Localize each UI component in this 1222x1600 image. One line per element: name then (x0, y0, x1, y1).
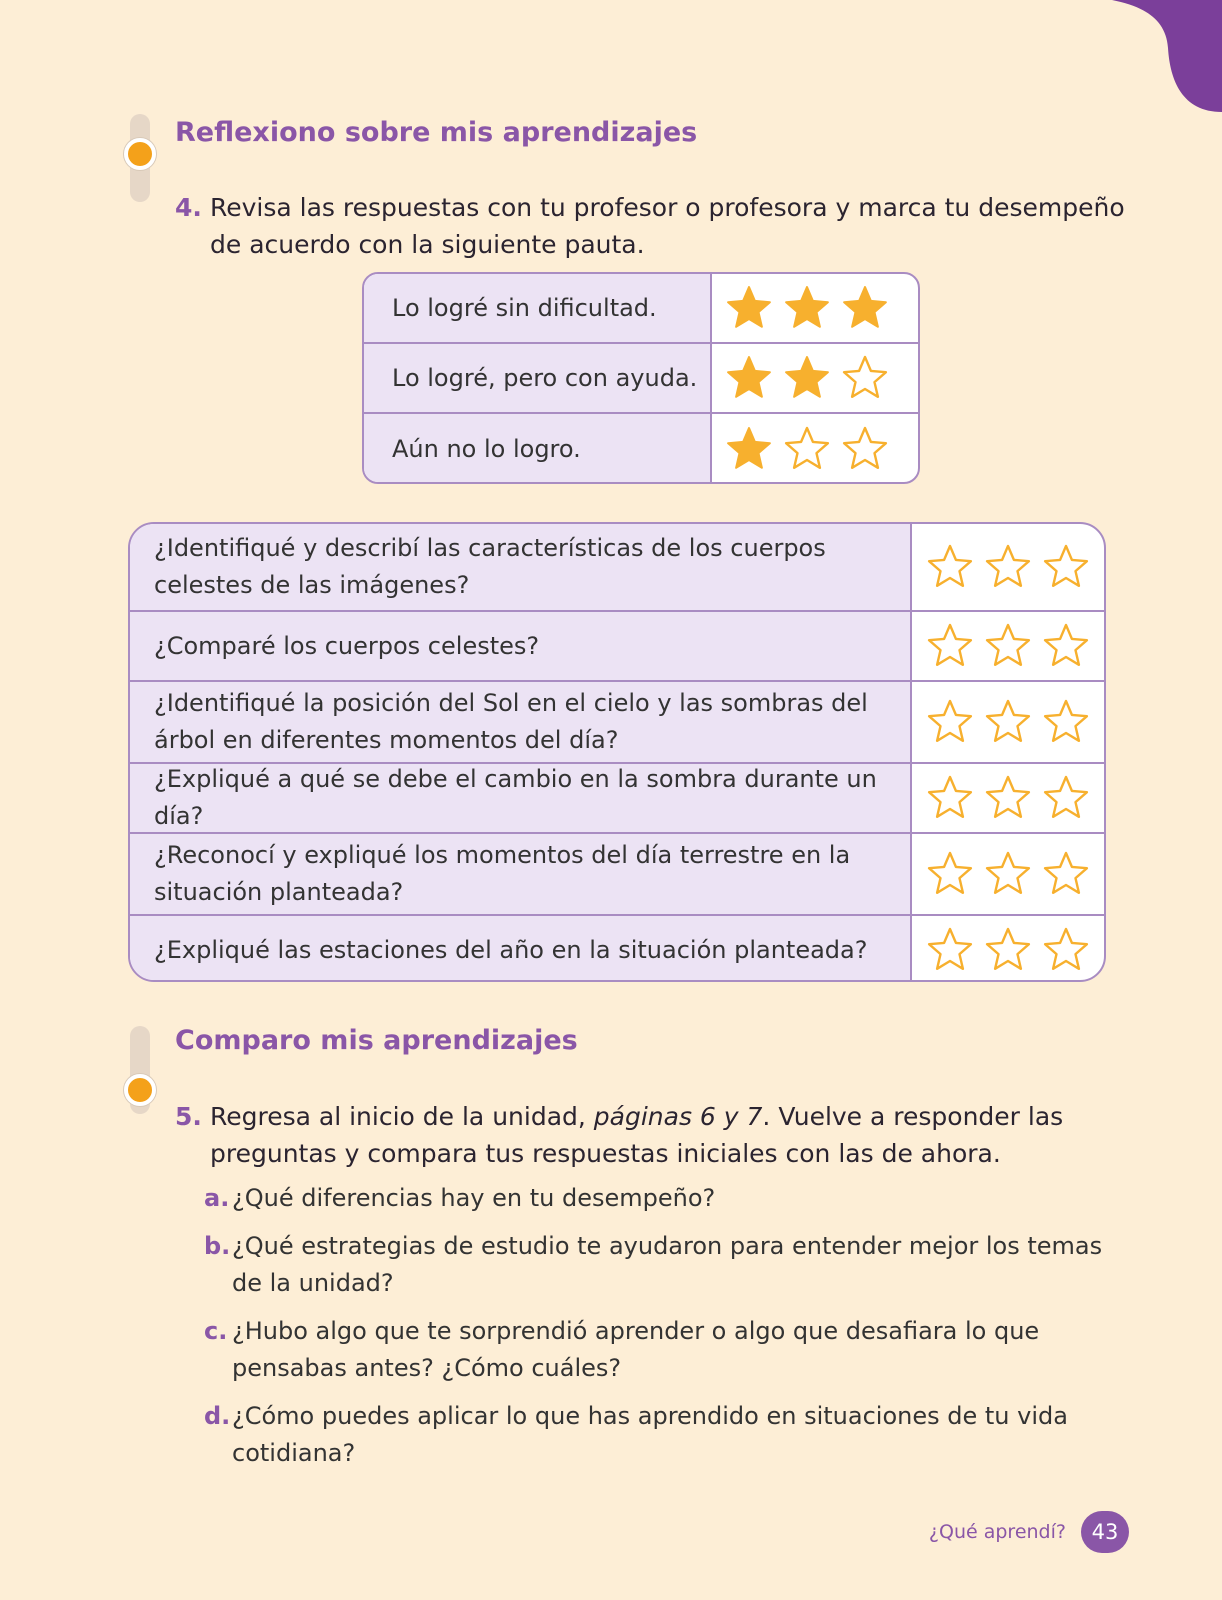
empty-star-icon[interactable] (925, 542, 975, 592)
assessment-question: ¿Expliqué las estaciones del año en la situación planteada? (130, 916, 912, 982)
filled-star-icon (724, 283, 774, 333)
question-5 (175, 1098, 1125, 1172)
question-text: Revisa las respuestas con tu profesor o profesora y marca tu desempeño de acuerdo con la siguiente pauta. (210, 193, 1125, 259)
star-rating[interactable] (912, 764, 1104, 832)
assessment-row (130, 612, 1104, 682)
subquestion (204, 1313, 1114, 1387)
empty-star-icon[interactable] (983, 849, 1033, 899)
assessment-question: ¿Comparé los cuerpos celestes? (130, 612, 912, 680)
assessment-row (130, 682, 1104, 764)
scale-stars (712, 274, 918, 342)
empty-star-icon[interactable] (925, 773, 975, 823)
scale-stars (712, 344, 918, 412)
empty-star-icon (840, 353, 890, 403)
assessment-row (130, 764, 1104, 834)
subquestion-letter: a. (204, 1184, 230, 1212)
scale-label: Lo logré, pero con ayuda. (364, 344, 712, 412)
empty-star-icon[interactable] (1041, 773, 1091, 823)
empty-star-icon[interactable] (925, 621, 975, 671)
footer-section-label: ¿Qué aprendí? (928, 1521, 1066, 1543)
star-rating[interactable] (912, 834, 1104, 914)
empty-star-icon[interactable] (983, 542, 1033, 592)
corner-decoration (1112, 0, 1222, 120)
filled-star-icon (724, 353, 774, 403)
question-number: 4. (175, 193, 202, 222)
scale-label: Aún no lo logro. (364, 414, 712, 484)
page-number: 43 (1081, 1511, 1129, 1553)
section-title-reflexiono: Reflexiono sobre mis aprendizajes (175, 117, 698, 148)
subquestion (204, 1180, 1114, 1217)
empty-star-icon[interactable] (925, 697, 975, 747)
empty-star-icon (840, 424, 890, 474)
assessment-question: ¿Identifiqué y describí las características de los cuerpos celestes de las imágenes? (130, 524, 912, 610)
empty-star-icon[interactable] (983, 621, 1033, 671)
empty-star-icon (782, 424, 832, 474)
scale-label: Lo logré sin dificultad. (364, 274, 712, 342)
empty-star-icon[interactable] (983, 925, 1033, 975)
empty-star-icon[interactable] (983, 773, 1033, 823)
filled-star-icon (840, 283, 890, 333)
subquestion-text: ¿Hubo algo que te sorprendió aprender o algo que desafiara lo que pensabas antes? ¿Cómo cuáles? (232, 1317, 1040, 1382)
star-rating[interactable] (912, 524, 1104, 610)
question-4 (175, 189, 1125, 263)
empty-star-icon[interactable] (1041, 849, 1091, 899)
page-reference: páginas 6 y 7 (593, 1102, 763, 1131)
subquestion-text: ¿Qué diferencias hay en tu desempeño? (232, 1184, 716, 1212)
assessment-row (130, 834, 1104, 916)
assessment-row (130, 524, 1104, 612)
star-rating[interactable] (912, 916, 1104, 982)
empty-star-icon[interactable] (925, 849, 975, 899)
subquestion-letter: b. (204, 1232, 231, 1260)
filled-star-icon (782, 353, 832, 403)
question-number: 5. (175, 1102, 202, 1131)
assessment-question: ¿Reconocí y expliqué los momentos del día terrestre en la situación planteada? (130, 834, 912, 914)
section-title-comparo: Comparo mis aprendizajes (175, 1025, 578, 1056)
question-text: Regresa al inicio de la unidad, páginas 6 y 7. Vuelve a responder las preguntas y compara tus respuestas iniciales con las de ahora. (210, 1102, 1064, 1168)
assessment-question: ¿Expliqué a qué se debe el cambio en la sombra durante un día? (130, 764, 912, 832)
empty-star-icon[interactable] (1041, 542, 1091, 592)
subquestion (204, 1228, 1114, 1302)
empty-star-icon[interactable] (983, 697, 1033, 747)
empty-star-icon[interactable] (1041, 621, 1091, 671)
assessment-question: ¿Identifiqué la posición del Sol en el cielo y las sombras del árbol en diferentes momentos del día? (130, 682, 912, 762)
star-rating[interactable] (912, 612, 1104, 680)
scale-row (364, 414, 918, 484)
filled-star-icon (782, 283, 832, 333)
subquestion (204, 1398, 1114, 1472)
scale-row (364, 344, 918, 414)
subquestion-text: ¿Qué estrategias de estudio te ayudaron para entender mejor los temas de la unidad? (232, 1232, 1103, 1297)
star-rating[interactable] (912, 682, 1104, 762)
section-marker (124, 1026, 154, 1114)
assessment-row (130, 916, 1104, 982)
scale-stars (712, 414, 918, 484)
scale-row (364, 274, 918, 344)
empty-star-icon[interactable] (925, 925, 975, 975)
empty-star-icon[interactable] (1041, 925, 1091, 975)
subquestion-letter: d. (204, 1402, 231, 1430)
section-marker (124, 114, 154, 202)
rating-scale-table (362, 272, 920, 484)
subquestion-list (204, 1180, 1114, 1483)
self-assessment-table (128, 522, 1106, 982)
subquestion-letter: c. (204, 1317, 228, 1345)
filled-star-icon (724, 424, 774, 474)
subquestion-text: ¿Cómo puedes aplicar lo que has aprendido en situaciones de tu vida cotidiana? (232, 1402, 1068, 1467)
empty-star-icon[interactable] (1041, 697, 1091, 747)
